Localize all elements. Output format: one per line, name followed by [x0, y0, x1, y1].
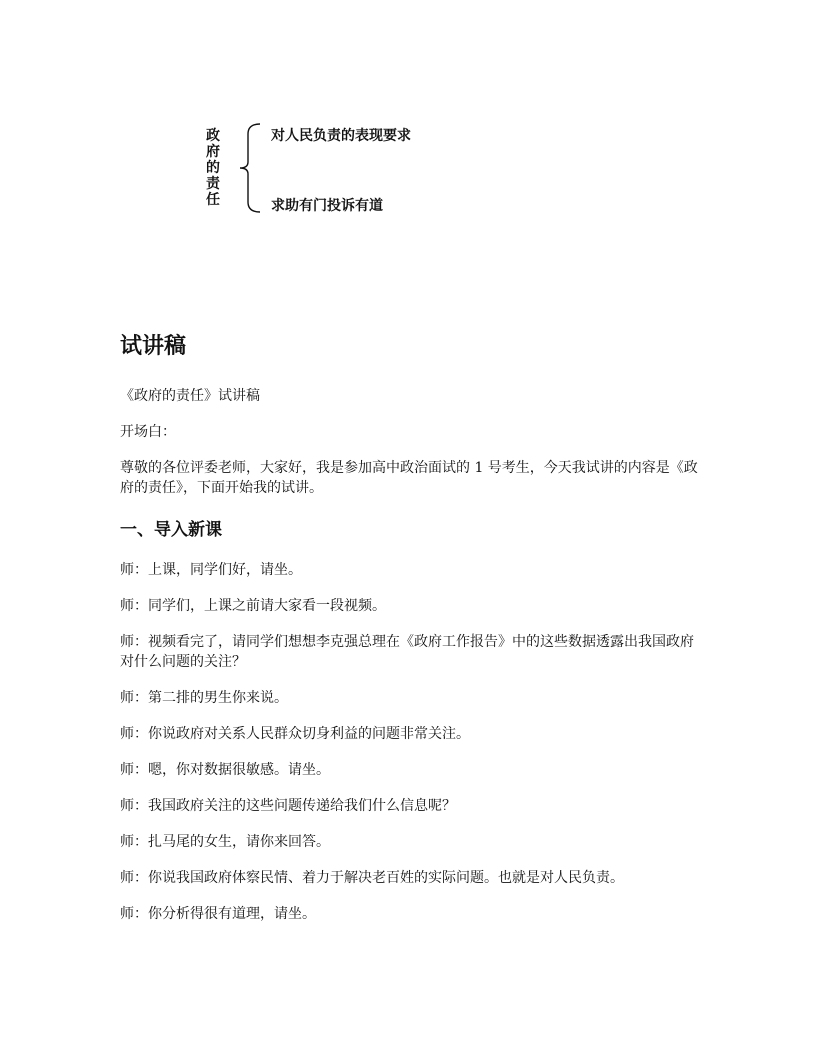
diagram-root-char: 的 — [206, 160, 220, 176]
intro-paragraph: 《政府的责任》试讲稿 — [120, 388, 260, 404]
section-heading: 一、导入新课 — [120, 520, 222, 540]
diagram-root-label — [205, 128, 221, 208]
dialogue-paragraph: 师：嗯，你对数据很敏感。请坐。 — [120, 762, 330, 778]
dialogue-paragraph: 师：你分析得很有道理，请坐。 — [120, 906, 316, 922]
diagram-branch-2: 求助有门投诉有道 — [271, 198, 383, 214]
document-title: 试讲稿 — [120, 334, 187, 359]
dialogue-paragraph: 师：同学们，上课之前请大家看一段视频。 — [120, 598, 386, 614]
dialogue-paragraph: 师：你说政府对关系人民群众切身利益的问题非常关注。 — [120, 726, 470, 742]
dialogue-paragraph: 师：扎马尾的女生，请你来回答。 — [120, 834, 330, 850]
intro-paragraph: 开场白： — [120, 424, 176, 440]
diagram-root-char: 任 — [206, 192, 220, 208]
diagram-root-char: 责 — [206, 176, 220, 192]
dialogue-paragraph: 师：第二排的男生你来说。 — [120, 690, 288, 706]
dialogue-paragraph: 师：我国政府关注的这些问题传递给我们什么信息呢？ — [120, 798, 456, 814]
intro-paragraph: 尊敬的各位评委老师，大家好，我是参加高中政治面试的 1 号考生，今天我试讲的内容是《政府的责任》，下面开始我的试讲。 — [120, 460, 698, 496]
diagram-branch-1: 对人民负责的表现要求 — [271, 128, 411, 144]
dialogue-paragraph: 师：上课，同学们好，请坐。 — [120, 562, 302, 578]
dialogue-paragraph: 师：你说我国政府体察民情、着力于解决老百姓的实际问题。也就是对人民负责。 — [120, 870, 624, 886]
curly-bracket-icon — [236, 122, 266, 214]
document-body — [120, 330, 700, 940]
mind-map-diagram — [200, 118, 500, 218]
diagram-root-char: 府 — [206, 144, 220, 160]
dialogue-paragraph: 师：视频看完了，请同学们想想李克强总理在《政府工作报告》中的这些数据透露出我国政府对什么问题的关注？ — [120, 634, 694, 670]
diagram-root-char: 政 — [206, 128, 220, 144]
